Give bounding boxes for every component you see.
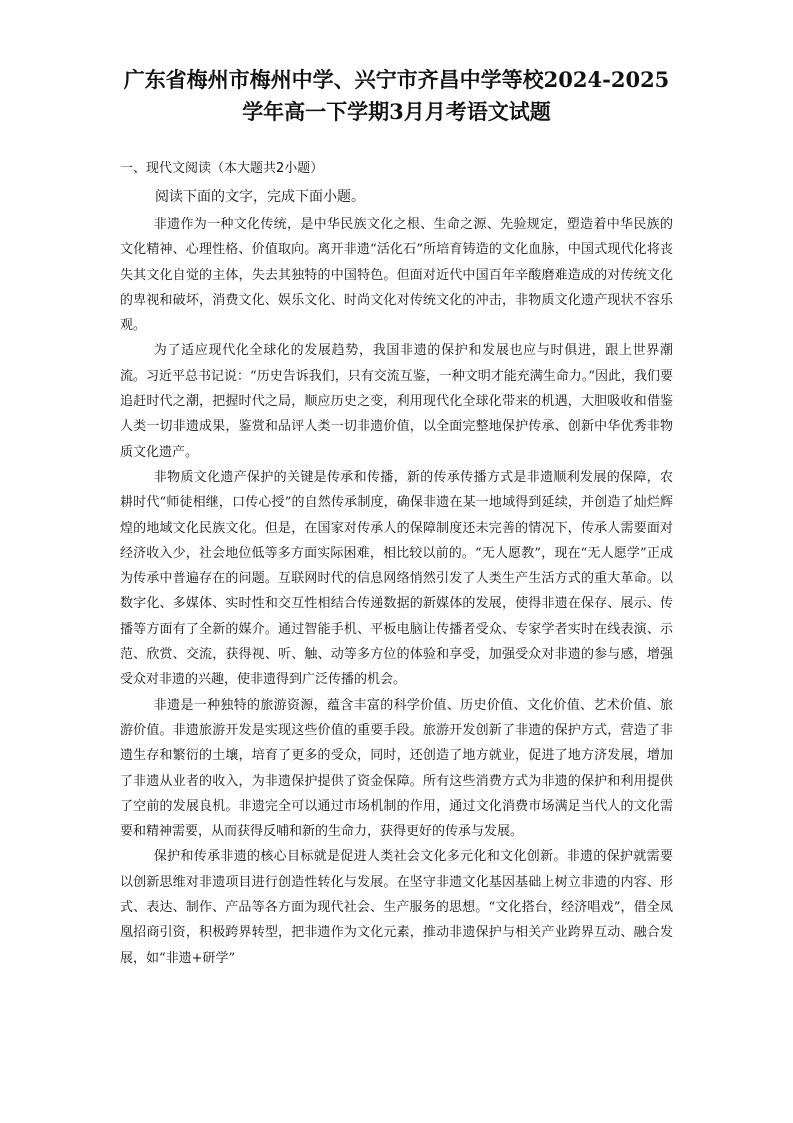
title-line-2: 学年高一下学期3月月考语文试题 — [242, 99, 551, 124]
section-heading: 一、现代文阅读（本大题共2小题） — [120, 161, 324, 176]
reading-instruction: 阅读下面的文字，完成下面小题。 — [155, 189, 365, 205]
document-title — [100, 64, 693, 128]
passage-paragraph-5: 保护和传承非遗的核心目标就是促进人类社会文化多元化和文化创新。非遗的保护就需要以创新思维对非遗项目进行创造性转化与发展。在坚守非遗文化基因基础上树立非遗的内容、形式、表达、制作、产品等各方面为现代社会、生产服务的思想。“文化搭台，经济唱戏”，借全凤凰招商引资，积极跨界转型，把非遗作为文化元素，推动非遗保护与相关产业跨界互动、融合发展，如“非遗+研学” — [120, 849, 673, 966]
passage-paragraph-2: 为了适应现代化全球化的发展趋势，我国非遗的保护和发展也应与时俱进，跟上世界潮流。习近平总书记说：“历史告诉我们，只有交流互鉴，一种文明才能充满生命力。”因此，我们要追赶时代之潮，把握时代之局，顺应历史之变，利用现代化全球化带来的机遇，大胆吸收和借鉴人类一切非遗成果，鉴赏和品评人类一切非遗价值，以全面完整地保护传承、创新中华优秀非物质文化遗产。 — [120, 343, 673, 460]
passage-paragraph-1: 非遗作为一种文化传统，是中华民族文化之根、生命之源、先验规定，塑造着中华民族的文化精神、心理性格、价值取向。离开非遗“活化石”所培育铸造的文化血脉，中国式现代化将丧失其文化自觉的主体，失去其独特的中国特色。但面对近代中国百年辛酸磨难造成的对传统文化的卑视和破坏，消费文化、娱乐文化、时尚文化对传统文化的冲击，非物质文化遗产现状不容乐观。 — [120, 217, 673, 334]
passage-paragraph-4: 非遗是一种独特的旅游资源，蕴含丰富的科学价值、历史价值、文化价值、艺术价值、旅游价值。非遗旅游开发是实现这些价值的重要手段。旅游开发创新了非遗的保护方式，营造了非遗生存和繁衍的土壤，培育了更多的受众，同时，还创造了地方就业，促进了地方济发展，增加了非遗从业者的收入，为非遗保护提供了资金保障。所有这些消费方式为非遗的保护和利用提供了空前的发展良机。非遗完全可以通过市场机制的作用，通过文化消费市场满足当代人的文化需要和精神需要，从而获得反哺和新的生命力，获得更好的传承与发展。 — [120, 697, 673, 840]
passage-paragraph-3: 非物质文化遗产保护的关键是传承和传播，新的传承传播方式是非遗顺利发展的保障，农耕时代“师徒相继，口传心授”的自然传承制度，确保非遗在某一地域得到延续，并创造了灿烂辉煌的地域文化民族文化。但是，在国家对传承人的保障制度还未完善的情况下，传承人需要面对经济收入少，社会地位低等多方面实际困难，相比较以前的。“无人愿教”，现在“无人愿学”正成为传承中普遍存在的问题。互联网时代的信息网络悄然引发了人类生产生活方式的重大革命。以数字化、多媒体、实时性和交互性相结合传递数据的新媒体的发展，使得非遗在保存、展示、传播等方面有了全新的媒介。通过智能手机、平板电脑让传播者受众、专家学者实时在线表演、示范、欣赏、交流，获得视、听、触、动等多方位的体验和享受，加强受众对非遗的参与感，增强受众对非遗的兴趣，使非遗得到广泛传播的机会。 — [120, 469, 673, 688]
title-line-1: 广东省梅州市梅州中学、兴宁市齐昌中学等校2024-2025 — [123, 67, 670, 92]
reading-passage — [120, 212, 673, 971]
